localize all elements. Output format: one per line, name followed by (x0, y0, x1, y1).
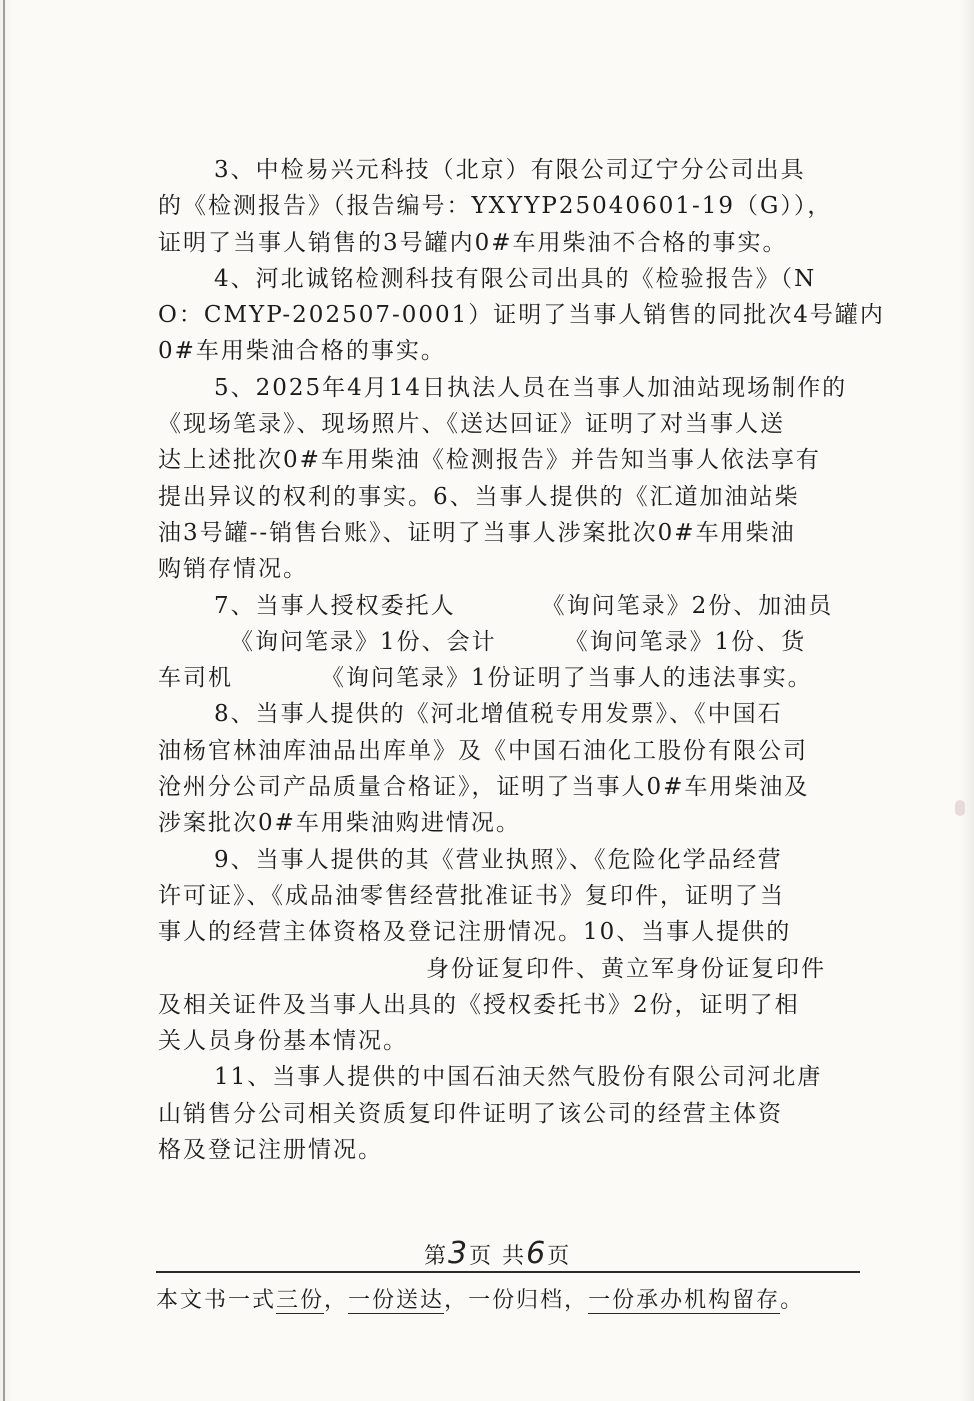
text-segment: 车司机 (158, 665, 233, 692)
text-line: O：CMYP-202507-0001）证明了当事人销售的同批次4号罐内 (158, 302, 885, 329)
page-number (424, 1236, 571, 1271)
text-line: 关人员身份基本情况。 (158, 1028, 408, 1055)
text-line (158, 951, 848, 987)
text-line: 8、当事人提供的《河北增值税专用发票》、《中国石 (214, 701, 783, 728)
evidence-item-4 (158, 261, 885, 370)
text-line (158, 624, 848, 660)
evidence-item-7 (158, 588, 848, 697)
text-line: 0#车用柴油合格的事实。 (158, 338, 446, 365)
text-line: 证明了当事人销售的3号罐内0#车用柴油不合格的事实。 (158, 229, 788, 256)
text-segment: 《询问笔录》1份证明了当事人的违法事实。 (321, 665, 813, 692)
text-line: 及相关证件及当事人出具的《授权委托书》2份，证明了相 (158, 991, 800, 1018)
text-line: 格及登记注册情况。 (158, 1137, 383, 1164)
page-total-handwritten: 6 (526, 1236, 548, 1271)
text-line (158, 588, 848, 624)
text-line: 沧州分公司产品质量合格证》，证明了当事人0#车用柴油及 (158, 774, 810, 801)
evidence-item-5 (158, 370, 848, 588)
page-suffix: 页 (547, 1244, 572, 1269)
evidence-list (158, 152, 885, 1168)
text-segment: 7、当事人授权委托人 (214, 592, 456, 619)
text-line (158, 660, 848, 696)
copies-note (156, 1283, 804, 1314)
text-line: 提出异议的权利的事实。6、当事人提供的《汇道加油站柴 (158, 483, 800, 510)
scan-smudge (955, 800, 965, 816)
note-text: 。 (780, 1288, 805, 1313)
scan-edge (3, 0, 5, 1401)
note-text-underlined: 三份 (276, 1288, 325, 1313)
text-line: 9、当事人提供的其《营业执照》、《危险化学品经营 (214, 846, 783, 873)
evidence-item-9 (158, 842, 848, 1060)
evidence-item-3 (158, 152, 848, 261)
evidence-item-8 (158, 696, 848, 841)
text-line: 油杨官林油库油品出库单》及《中国石油化工股份有限公司 (158, 737, 808, 764)
note-text-underlined: 一份承办机构留存 (588, 1288, 781, 1313)
text-line: 事人的经营主体资格及登记注册情况。10、当事人提供的 (158, 919, 792, 946)
note-text-underlined: 一份送达 (348, 1288, 445, 1313)
text-segment: 身份证复印件、黄立军身份证复印件 (426, 955, 826, 982)
page-prefix: 第 (424, 1244, 449, 1269)
note-text: ，一份归档， (444, 1288, 589, 1313)
text-line: 油3号罐--销售台账》、证明了当事人涉案批次0#车用柴油 (158, 519, 796, 546)
text-line: 购销存情况。 (158, 556, 308, 583)
text-line: 达上述批次0#车用柴油《检测报告》并告知当事人依法享有 (158, 447, 821, 474)
text-line: 5、2025年4月14日执法人员在当事人加油站现场制作的 (214, 374, 848, 401)
text-line: 涉案批次0#车用柴油购进情况。 (158, 810, 521, 837)
note-text: 本文书一式 (156, 1288, 277, 1313)
text-segment: 《询问笔录》1份、货 (564, 628, 807, 655)
page-current-handwritten: 3 (448, 1236, 470, 1271)
text-line: 许可证》、《成品油零售经营批准证书》复印件，证明了当 (158, 882, 785, 909)
text-line: 的《检测报告》（报告编号：YXYYP25040601-19（G））， (158, 193, 833, 220)
text-line: 11、当事人提供的中国石油天然气股份有限公司河北唐 (214, 1064, 823, 1091)
footer-divider (156, 1271, 860, 1273)
text-segment: 《询问笔录》1份、会计 (230, 628, 497, 655)
text-line: 4、河北诚铭检测科技有限公司出具的《检验报告》（N (214, 265, 817, 292)
evidence-item-11 (158, 1059, 848, 1168)
text-line: 《现场笔录》、现场照片、《送达回证》证明了对当事人送 (158, 411, 785, 438)
text-segment: 《询问笔录》2份、加油员 (541, 592, 834, 619)
page-middle: 页 共 (469, 1244, 527, 1269)
text-line: 3、中检易兴元科技（北京）有限公司辽宁分公司出具 (214, 157, 806, 183)
text-line: 山销售分公司相关资质复印件证明了该公司的经营主体资 (158, 1100, 783, 1127)
note-text: ， (324, 1288, 349, 1313)
